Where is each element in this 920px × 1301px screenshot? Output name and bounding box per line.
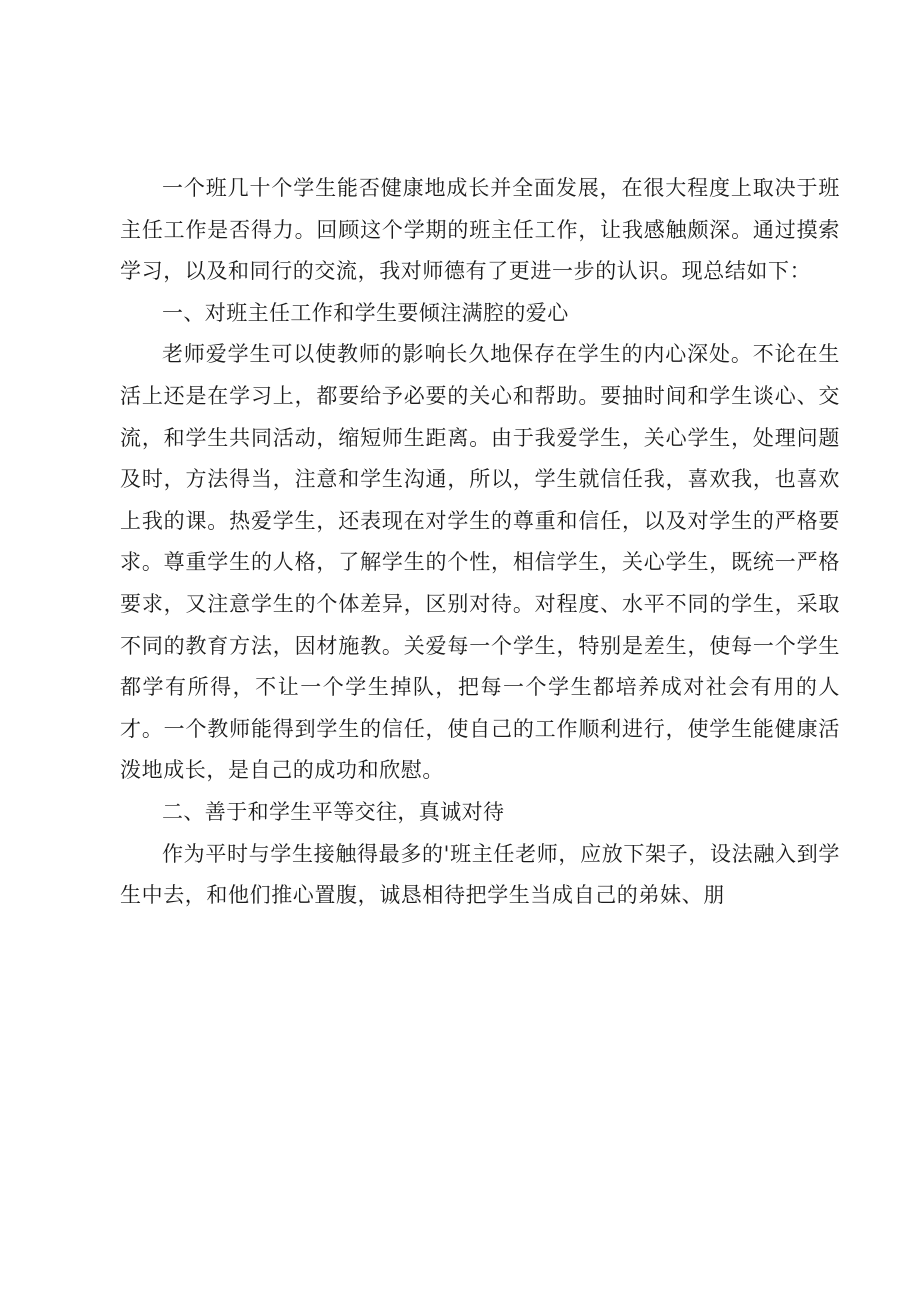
document-body [120,168,840,917]
section-two-paragraph: 作为平时与学生接触得最多的'班主任老师，应放下架子，设法融入到学生中去，和他们推心置腹，诚恳相待把学生当成自己的弟妹、朋 [120,841,840,908]
section-heading-two: 二、善于和学生平等交往，真诚对待 [162,799,505,824]
section-one-paragraph: 老师爱学生可以使教师的影响长久地保存在学生的内心深处。不论在生活上还是在学习上，都要给予必要的关心和帮助。要抽时间和学生谈心、交流，和学生共同活动，缩短师生距离。由于我爱学生，关心学生，处理问题及时，方法得当，注意和学生沟通，所以，学生就信任我，喜欢我，也喜欢上我的课。热爱学生，还表现在对学生的尊重和信任，以及对学生的严格要求。尊重学生的人格，了解学生的个性，相信学生，关心学生，既统一严格要求，又注意学生的个体差异，区别对待。对程度、水平不同的学生，采取不同的教育方法，因材施教。关爱每一个学生，特别是差生，使每一个学生都学有所得，不让一个学生掉队，把每一个学生都培养成对社会有用的人才。一个教师能得到学生的信任，使自己的工作顺利进行，使学生能健康活泼地成长，是自己的成功和欣慰。 [120,342,840,783]
intro-paragraph: 一个班几十个学生能否健康地成长并全面发展，在很大程度上取决于班主任工作是否得力。回顾这个学期的班主任工作，让我感触颇深。通过摸索学习，以及和同行的交流，我对师德有了更进一步的认识。现总结如下： [120,176,840,284]
section-heading-one: 一、对班主任工作和学生要倾注满腔的爱心 [162,300,569,325]
